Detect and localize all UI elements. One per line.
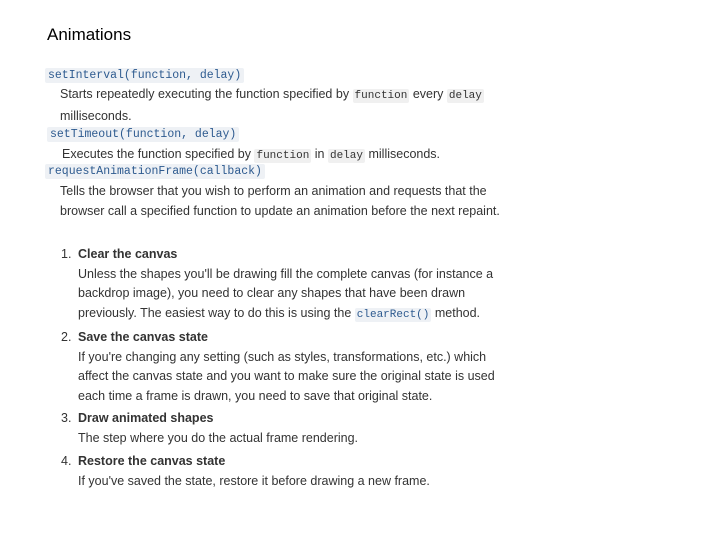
api-setinterval-description	[60, 84, 484, 126]
step-1	[61, 245, 493, 325]
step-4	[61, 452, 430, 491]
desc-text: Starts repeatedly executing the function specified by	[60, 87, 353, 101]
step-title: Restore the canvas state	[78, 454, 226, 468]
desc-text: milliseconds.	[60, 109, 132, 123]
step-text: previously. The easiest way to do this is using the	[78, 305, 355, 320]
api-raf-signature	[45, 162, 265, 180]
step-line: The step where you do the actual frame rendering.	[78, 430, 359, 445]
step-3	[61, 409, 358, 448]
api-settimeout-signature	[47, 125, 239, 143]
step-number: 2.	[61, 330, 72, 344]
step-number: 3.	[61, 411, 72, 425]
slide-title: Animations	[47, 25, 132, 44]
step-line: If you're changing any setting (such as styles, transformations, etc.) which	[78, 349, 487, 364]
step-2	[61, 328, 495, 406]
desc-text: in	[311, 147, 328, 161]
desc-text: Executes the function specified by	[62, 147, 255, 161]
step-line: Unless the shapes you'll be drawing fill the complete canvas (for instance a	[78, 266, 494, 281]
desc-line: Tells the browser that you wish to perform an animation and requests that the	[60, 184, 487, 198]
step-number: 4.	[61, 454, 72, 468]
step-title: Save the canvas state	[78, 330, 208, 344]
api-setinterval-signature	[45, 66, 244, 84]
step-line: If you've saved the state, restore it before drawing a new frame.	[78, 473, 430, 488]
step-line: backdrop image), you need to clear any shapes that have been drawn	[78, 286, 466, 300]
code-signature: setInterval(function, delay)	[45, 68, 244, 83]
code-delay: delay	[448, 90, 482, 102]
code-signature: setTimeout(function, delay)	[47, 127, 239, 142]
step-line: affect the canvas state and you want to make sure the original state is used	[78, 369, 495, 383]
code-clearrect: clearRect()	[356, 308, 430, 321]
step-text: method.	[431, 305, 481, 320]
step-line	[78, 304, 493, 326]
desc-text: milliseconds.	[365, 147, 441, 161]
api-raf-description	[60, 181, 500, 221]
code-function: function	[256, 150, 310, 162]
code-function: function	[354, 90, 408, 102]
code-delay: delay	[329, 150, 363, 162]
step-line: each time a frame is drawn, you need to save that original state.	[78, 388, 433, 403]
step-title: Draw animated shapes	[78, 411, 214, 425]
step-number: 1.	[61, 247, 72, 261]
desc-text: every	[409, 87, 447, 101]
code-signature: requestAnimationFrame(callback)	[45, 164, 265, 179]
step-title: Clear the canvas	[78, 247, 178, 261]
desc-line: browser call a specified function to update an animation before the next repaint.	[60, 204, 500, 218]
